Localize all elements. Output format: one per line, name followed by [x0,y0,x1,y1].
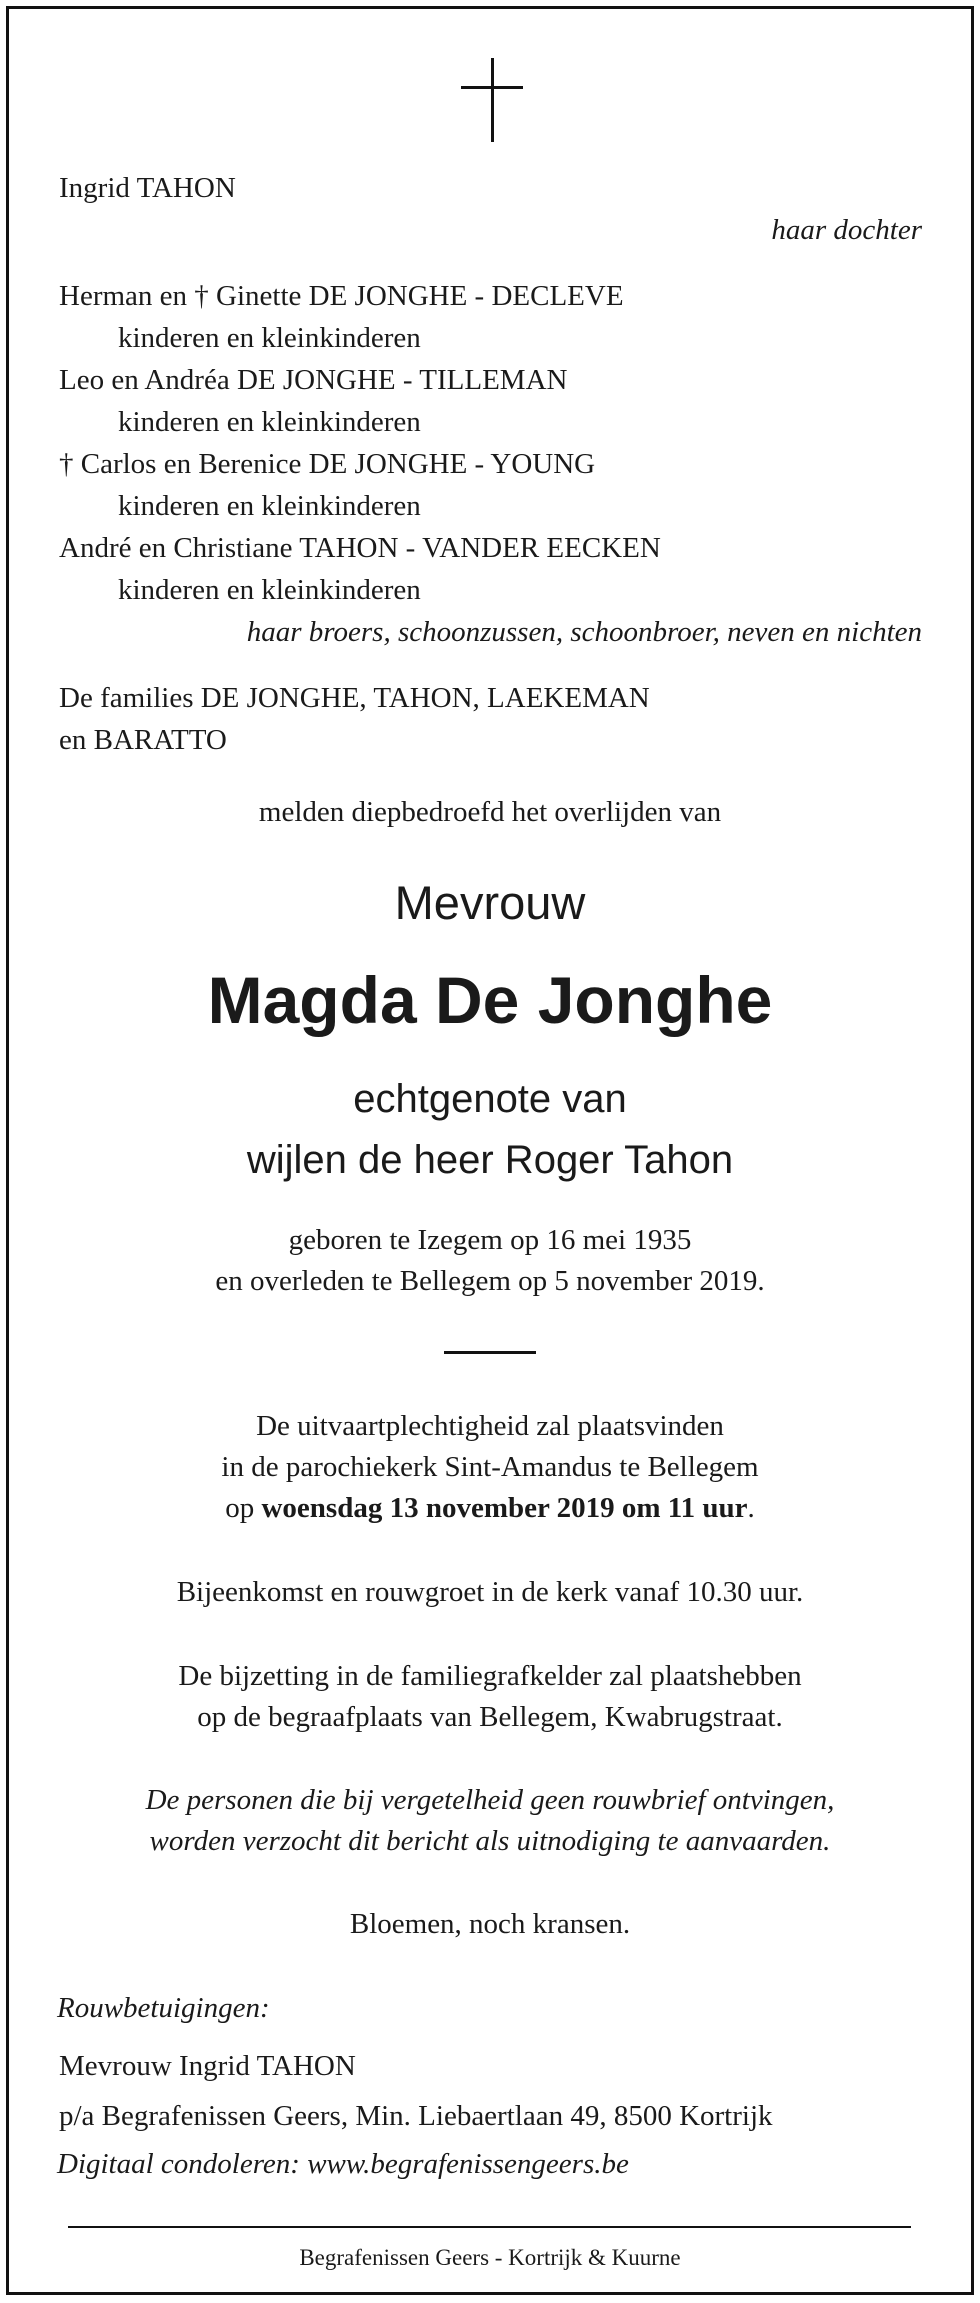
burial-line-2: op de begraafplaats van Bellegem, Kwabrugstraat. [197,1701,783,1733]
flowers-note: Bloemen, noch kransen. [349,1908,631,1940]
families-line-1: De families DE JONGHE, TAHON, LAEKEMAN [59,682,650,714]
footer-divider [68,2226,911,2228]
funeral-date-suffix: . [747,1492,755,1524]
notice-line-2: worden verzocht dit bericht als uitnodiging te aanvaarden. [149,1825,831,1857]
sibling-children: kinderen en kleinkinderen [118,574,421,606]
sibling-children: kinderen en kleinkinderen [118,406,421,438]
announcement-intro: melden diepbedroefd het overlijden van [258,796,722,828]
deceased-title: Mevrouw [394,876,586,929]
notice-line-1: De personen die bij vergetelheid geen rouwbrief ontvingen, [145,1784,835,1816]
condolences-name: Mevrouw Ingrid TAHON [59,2050,356,2082]
sibling-children: kinderen en kleinkinderen [118,322,421,354]
sibling-children: kinderen en kleinkinderen [118,490,421,522]
funeral-date: woensdag 13 november 2019 om 11 uur [261,1492,748,1524]
funeral-date-line [0,1494,980,1523]
condolences-heading: Rouwbetuigingen: [57,1992,270,2024]
sibling-couple: Leo en Andréa DE JONGHE - TILLEMAN [59,364,568,396]
sibling-couple: André en Christiane TAHON - VANDER EECKEN [59,532,661,564]
condolences-address: p/a Begrafenissen Geers, Min. Liebaertlaan 49, 8500 Kortrijk [59,2100,773,2132]
spouse-line-2: wijlen de heer Roger Tahon [246,1138,734,1182]
sibling-couple: Herman en † Ginette DE JONGHE - DECLEVE [59,280,624,312]
cross-icon [461,58,523,142]
siblings-role: haar broers, schoonzussen, schoonbroer, neven en nichten [246,616,922,648]
gathering-info: Bijeenkomst en rouwgroet in de kerk vanaf 10.30 uur. [176,1576,804,1608]
burial-line-1: De bijzetting in de familiegrafkelder zal plaatshebben [178,1660,802,1692]
section-divider [444,1351,536,1354]
spouse-line-1: echtgenote van [353,1077,627,1121]
daughter-name: Ingrid TAHON [59,172,236,204]
death-info: en overleden te Bellegem op 5 november 2019. [215,1265,765,1297]
sibling-couple: † Carlos en Berenice DE JONGHE - YOUNG [59,448,596,480]
funeral-line-1: De uitvaartplechtigheid zal plaatsvinden [256,1410,724,1442]
funeral-line-2: in de parochiekerk Sint-Amandus te Bellegem [221,1451,759,1483]
funeral-date-prefix: op [225,1492,262,1524]
birth-info: geboren te Izegem op 16 mei 1935 [288,1224,692,1256]
undertaker-footer: Begrafenissen Geers - Kortrijk & Kuurne [299,2245,681,2270]
families-line-2: en BARATTO [59,724,227,756]
deceased-name: Magda De Jonghe [207,963,773,1037]
online-condolences-link[interactable]: Digitaal condoleren: www.begrafenissengeers.be [57,2148,629,2180]
daughter-role: haar dochter [771,214,922,246]
